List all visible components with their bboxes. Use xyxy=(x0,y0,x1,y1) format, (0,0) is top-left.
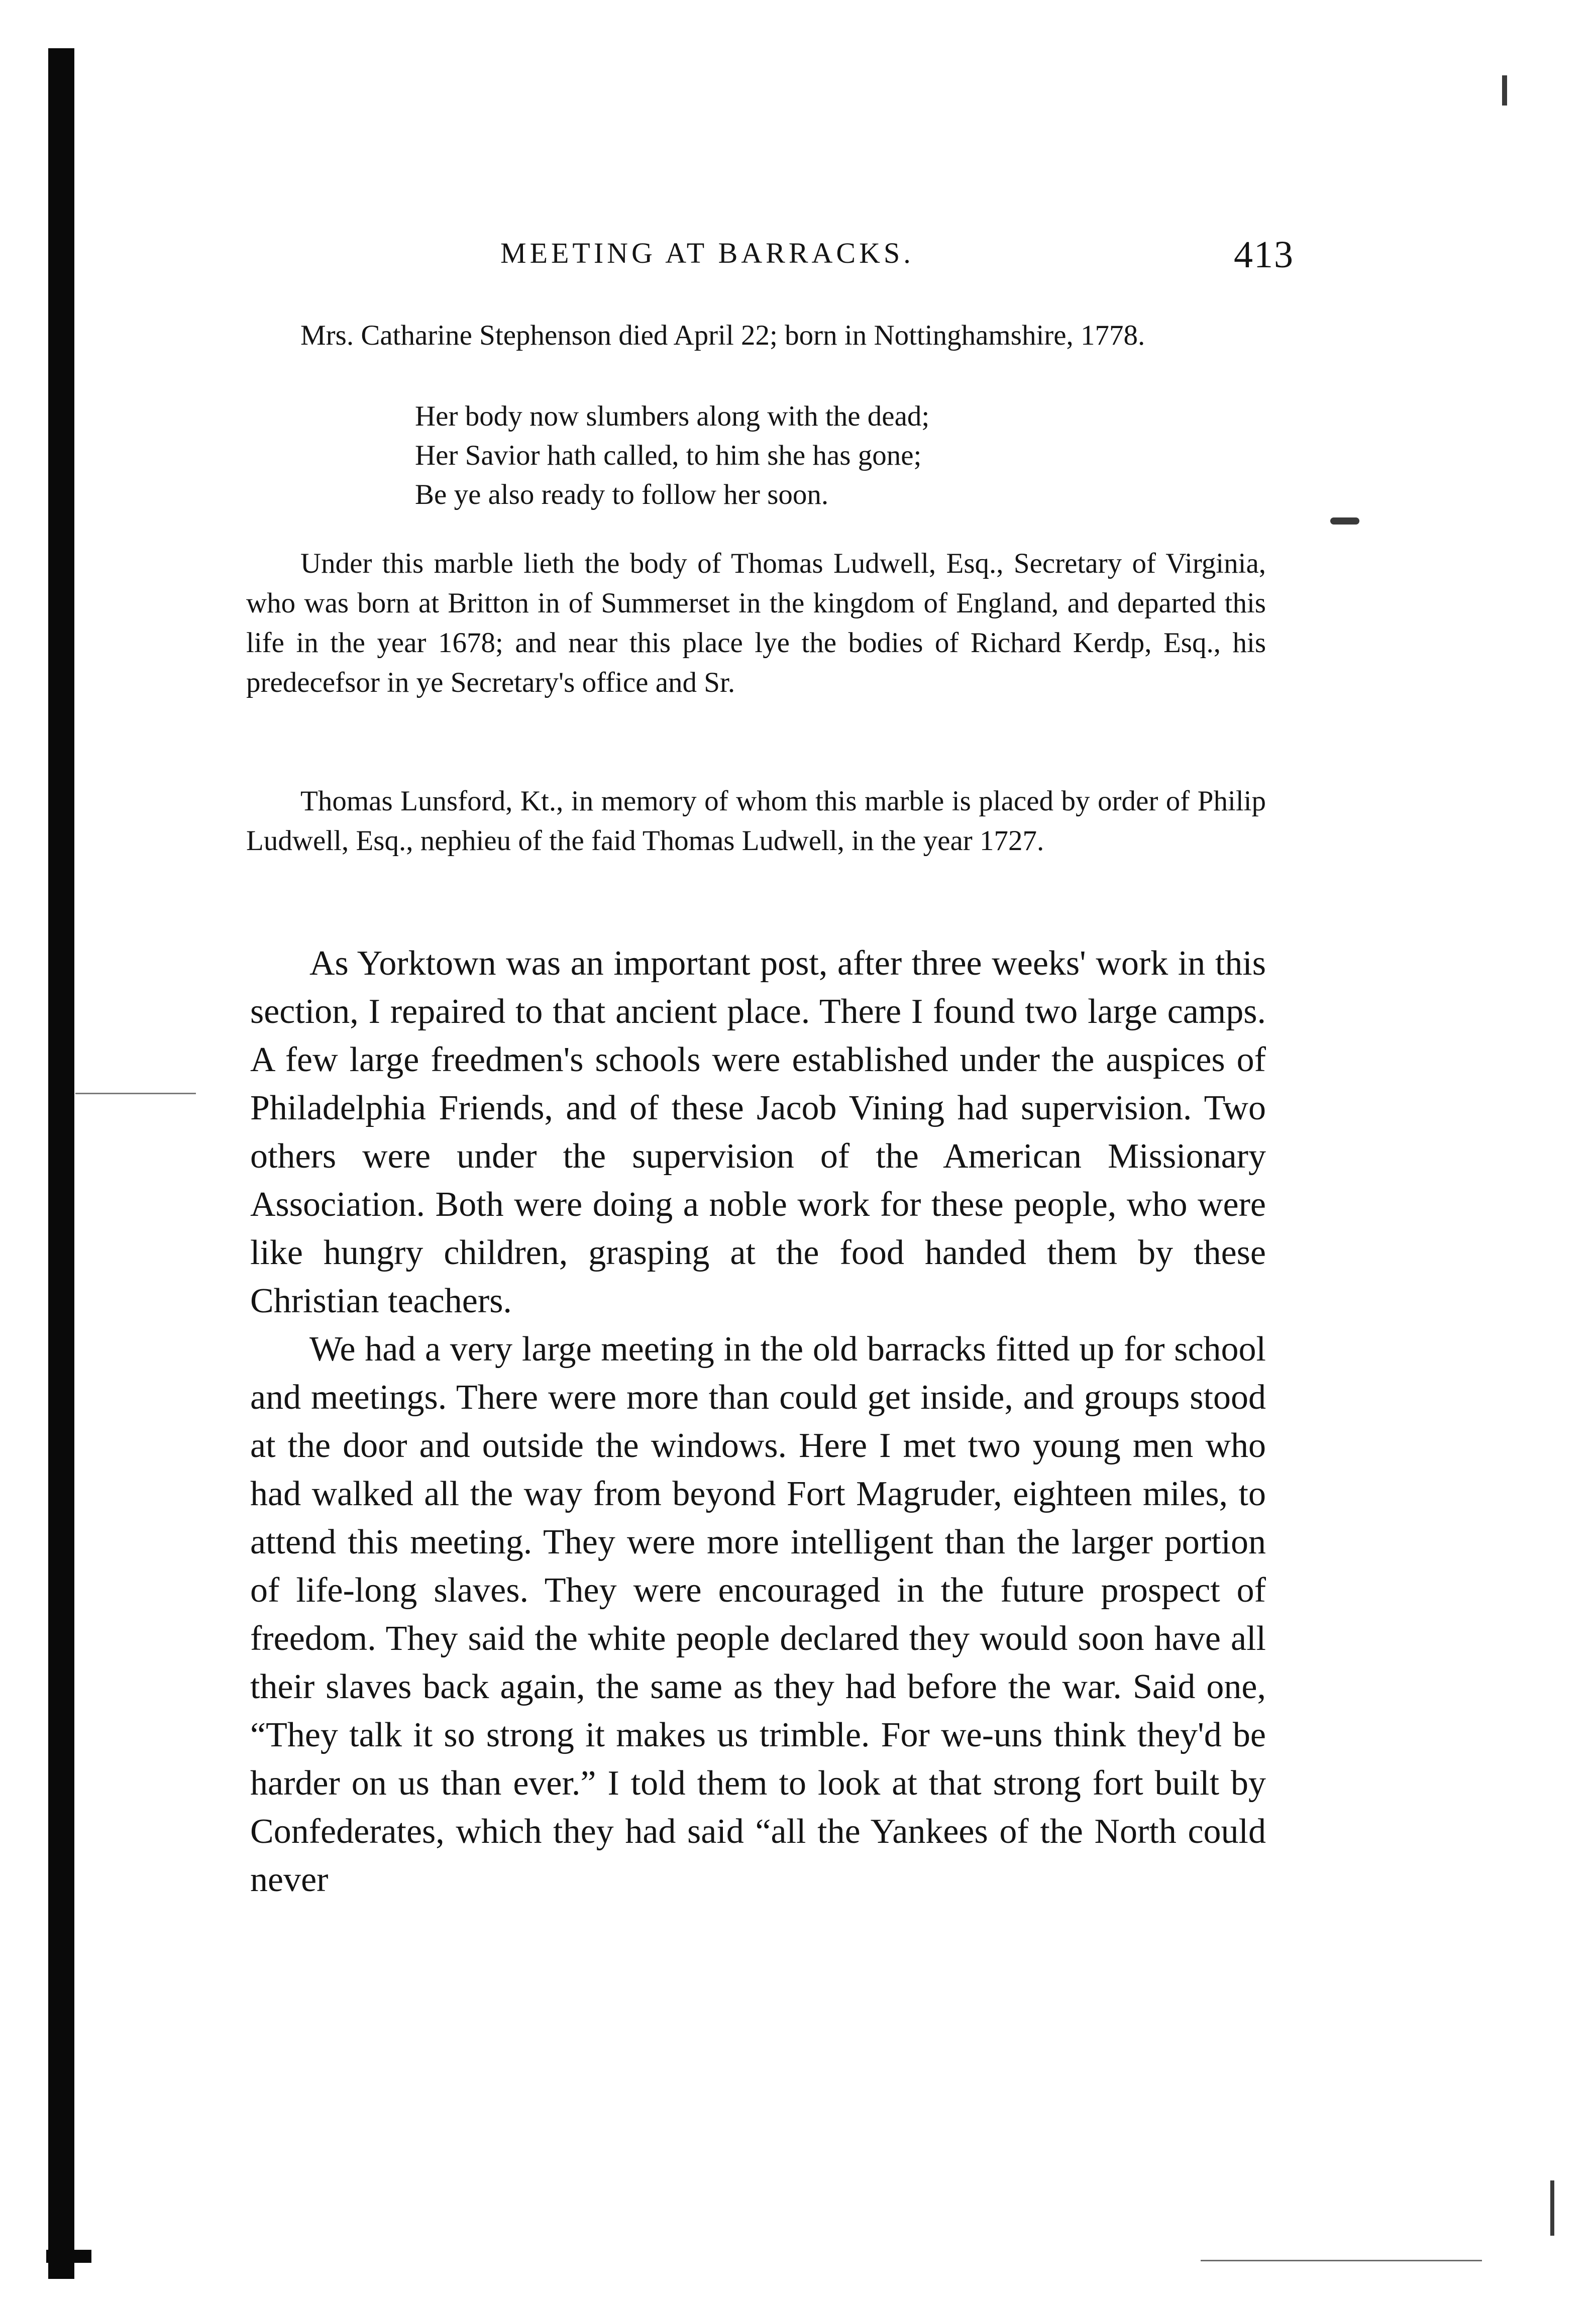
epitaph-verse xyxy=(415,397,929,514)
scan-speck xyxy=(1330,517,1359,525)
epitaph-text: Thomas Lunsford, Kt., in memory of whom this marble is placed by order of Philip Ludwell, Esq., nephieu of the faid Thomas Ludwell, in the year 1727. xyxy=(246,785,1266,857)
verse-line: Her Savior hath called, to him she has gone; xyxy=(415,440,922,471)
epitaph-lunsford xyxy=(246,781,1266,861)
epitaph-text: Under this marble lieth the body of Thomas Ludwell, Esq., Secretary of Virginia, who was born at Britton in of Summerset in the kingdom of England, and departed this life in the year 1678; and near this place lye the bodies of Richard Kerdp, Esq., his predecefsor in ye Secretary's office and Sr. xyxy=(246,548,1266,698)
running-head: MEETING AT BARRACKS. xyxy=(500,237,914,269)
verse-line: Her body now slumbers along with the dead; xyxy=(415,400,930,432)
paragraph-yorktown: As Yorktown was an important post, after three weeks' work in this section, I repaired to that ancient place. There I found two large camps. A few large freedmen's schools were established under the auspices of Philadelphia Friends, and of these Jacob Vining had supervision. Two others were under the supervision of the American Missionary Association. Both were doing a noble work for these people, who were like hungry children, grasping at the food handed them by these Christian teachers. xyxy=(250,944,1266,1320)
binding-edge xyxy=(48,48,74,2279)
page-number: 413 xyxy=(1234,234,1294,276)
scan-rule xyxy=(1201,2260,1482,2261)
epitaph-stephenson xyxy=(246,316,1266,355)
body-text xyxy=(250,939,1266,1904)
scan-rule xyxy=(75,1093,196,1094)
epitaph-text: Mrs. Catharine Stephenson died April 22; born in Nottinghamshire, 1778. xyxy=(300,320,1145,351)
paragraph-barracks-meeting: We had a very large meeting in the old barracks fitted up for school and meetings. There were more than could get inside, and groups stood at the door and outside the windows. Here I met two young men who had walked all the way from beyond Fort Magruder, eighteen miles, to attend this meeting. They were more intelligent than the larger portion of life-long slaves. They were encouraged in the future prospect of freedom. They said the white people declared they would soon have all their slaves back again, the same as they had before the war. Said one, “They talk it so strong it makes us trimble. For we-uns think they'd be harder on us than ever.” I told them to look at that strong fort built by Confederates, which they had said “all the Yankees of the North could never xyxy=(250,1330,1266,1899)
scan-speck xyxy=(1550,2180,1554,2236)
epitaph-ludwell xyxy=(246,544,1266,702)
verse-line: Be ye also ready to follow her soon. xyxy=(415,479,829,510)
binding-edge-foot xyxy=(46,2250,91,2263)
page-header xyxy=(500,236,1294,276)
scan-speck xyxy=(1502,75,1507,106)
